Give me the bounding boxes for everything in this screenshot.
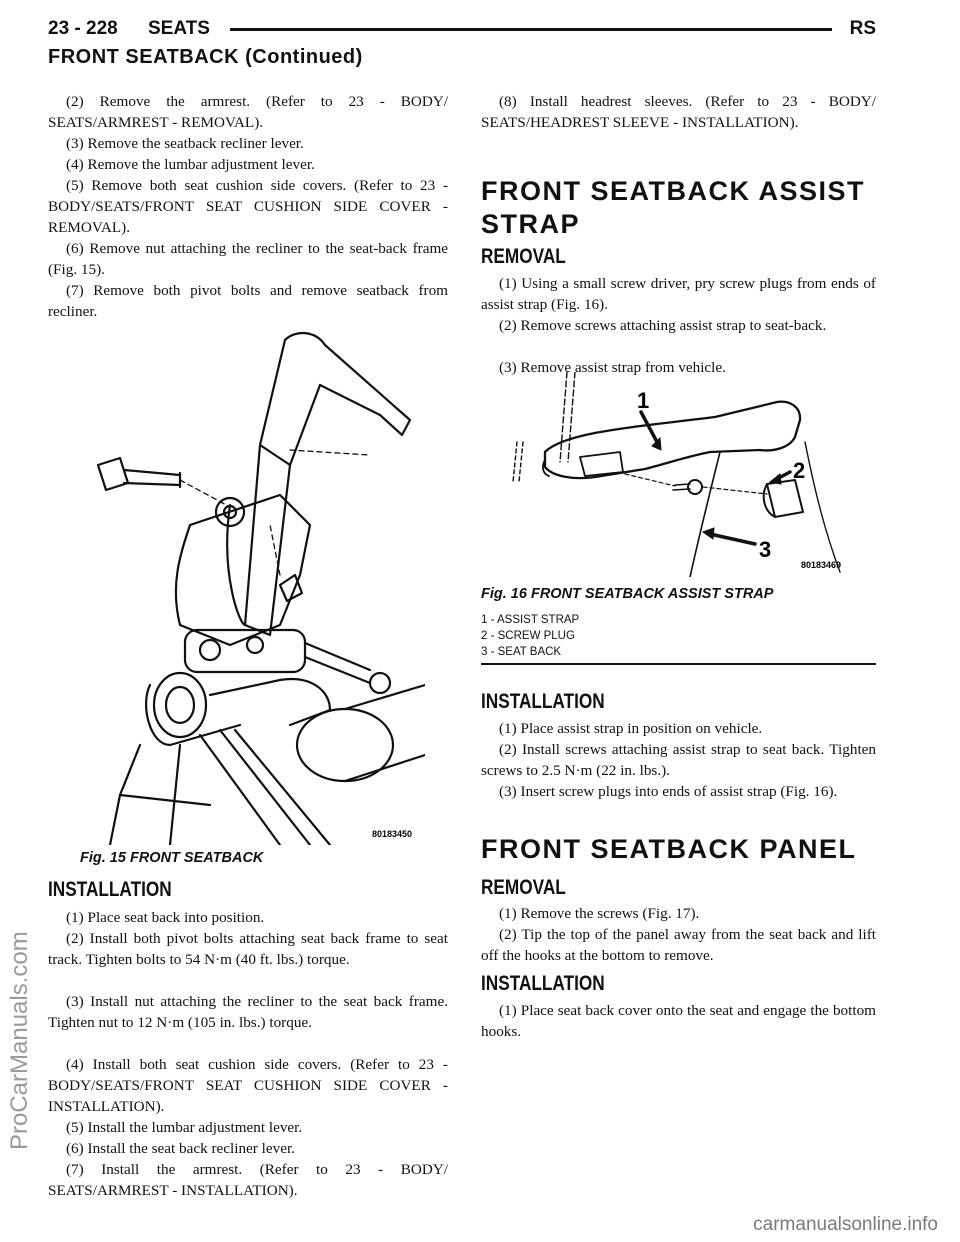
footer-link[interactable]: carmanualsonline.info [753, 1214, 938, 1235]
assist-removal-2: (2) Remove screws attaching assist strap to seat-back. [499, 317, 827, 334]
step-removal-7: (7) Remove both pivot bolts and remove seatback from recliner. [48, 282, 448, 320]
assist-install-2: (2) Install screws attaching assist strap to seat back. Tighten screws to 2.5 N·m (22 in. lbs.). [481, 741, 876, 779]
panel-install-1: (1) Place seat back cover onto the seat and engage the bottom hooks. [481, 1002, 876, 1040]
assist-removal-1: (1) Using a small screw driver, pry screw plugs from ends of assist strap (Fig. 16). [481, 275, 876, 313]
assist-install-3: (3) Insert screw plugs into ends of assist strap (Fig. 16). [499, 783, 838, 800]
panel-install-heading: INSTALLATION [481, 972, 605, 995]
panel-removal-1: (1) Remove the screws (Fig. 17). [499, 905, 700, 922]
legend-item-1: 1 - ASSIST STRAP [481, 614, 580, 626]
figure-15-illustration [80, 325, 425, 845]
step-install-1: (1) Place seat back into position. [66, 909, 265, 926]
step-install-8: (8) Install headrest sleeves. (Refer to 23 - BODY/ SEATS/HEADREST SLEEVE - INSTALLATION). [481, 93, 876, 131]
step-install-5: (5) Install the lumbar adjustment lever. [66, 1119, 303, 1136]
callout-3: 3 [759, 537, 772, 562]
step-removal-6: (6) Remove nut attaching the recliner to the seat-back frame (Fig. 15). [48, 240, 448, 278]
step-removal-2: (2) Remove the armrest. (Refer to 23 - BODY/ SEATS/ARMREST - REMOVAL). [48, 93, 448, 131]
panel-title: FRONT SEATBACK PANEL [481, 834, 857, 864]
assist-install-heading: INSTALLATION [481, 690, 605, 713]
figure-16-illustration [505, 372, 845, 577]
page-number: 23 - 228 [48, 18, 118, 39]
header-rule [230, 28, 832, 31]
step-removal-4: (4) Remove the lumbar adjustment lever. [66, 156, 315, 173]
step-install-7: (7) Install the armrest. (Refer to 23 - BODY/ SEATS/ARMREST - INSTALLATION). [48, 1161, 448, 1199]
step-install-6: (6) Install the seat back recliner lever. [66, 1140, 295, 1157]
step-install-3: (3) Install nut attaching the recliner to the seat back frame. Tighten nut to 12 N·m (105 in. lbs.) torque. [48, 993, 448, 1031]
figure-16-rule [481, 663, 876, 665]
installation-heading-left: INSTALLATION [48, 878, 172, 901]
model-code: RS [849, 18, 876, 39]
continued-title: FRONT SEATBACK (Continued) [48, 46, 363, 68]
step-removal-3: (3) Remove the seatback recliner lever. [66, 135, 304, 152]
panel-removal-heading: REMOVAL [481, 876, 566, 899]
assist-removal-3: (3) Remove assist strap from vehicle. [499, 359, 726, 376]
assist-install-1: (1) Place assist strap in position on vehicle. [499, 720, 763, 737]
section-name: SEATS [148, 18, 210, 39]
watermark: ProCarManuals.com [6, 931, 33, 1150]
legend-item-2: 2 - SCREW PLUG [481, 630, 575, 642]
step-install-2: (2) Install both pivot bolts attaching seat back frame to seat track. Tighten bolts to 54 N·m (40 ft. lbs.) torque. [48, 930, 448, 968]
callout-2: 2 [793, 458, 806, 483]
step-install-4: (4) Install both seat cushion side covers. (Refer to 23 - BODY/SEATS/FRONT SEAT CUSHION SIDE COVER - INSTALLATION). [48, 1056, 448, 1115]
figure-16-caption: Fig. 16 FRONT SEATBACK ASSIST STRAP [481, 586, 774, 602]
figure-15-code: 80183450 [372, 829, 413, 839]
figure-15-caption: Fig. 15 FRONT SEATBACK [80, 850, 264, 866]
assist-strap-title: FRONT SEATBACK ASSIST STRAP [481, 176, 866, 239]
figure-16-code: 80183469 [801, 560, 842, 570]
figure-16-legend [481, 612, 579, 660]
panel-removal-2: (2) Tip the top of the panel away from the seat back and lift off the hooks at the bottom to remove. [481, 926, 876, 964]
legend-item-3: 3 - SEAT BACK [481, 646, 562, 658]
step-removal-5: (5) Remove both seat cushion side covers. (Refer to 23 - BODY/SEATS/FRONT SEAT CUSHION SIDE COVER - REMOVAL). [48, 177, 448, 236]
assist-removal-heading: REMOVAL [481, 245, 566, 268]
callout-1: 1 [637, 388, 650, 413]
page-header [48, 14, 876, 44]
